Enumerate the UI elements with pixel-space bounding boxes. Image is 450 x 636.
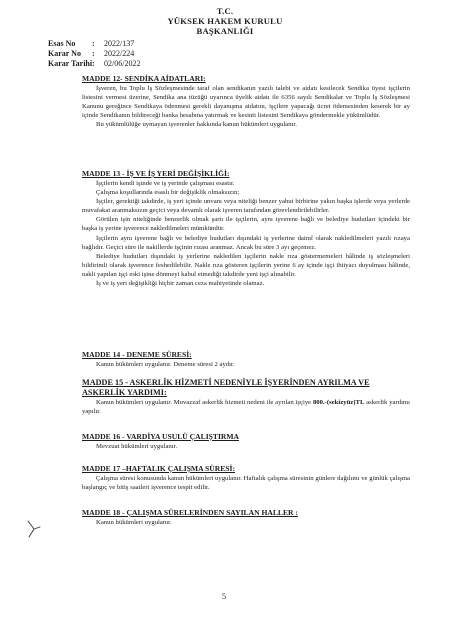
header-tc: T.C. xyxy=(216,6,234,16)
meta-esas-no: Esas No : 2022/137 xyxy=(48,39,135,48)
header-department: BAŞKANLIĞI xyxy=(196,26,254,36)
article-14-paragraph: Kanun hükümleri uygulanır. Deneme süresi 2 aydır. xyxy=(96,361,235,368)
meta-karar-tarihi: Karar Tarihi: 02/06/2022 xyxy=(48,59,141,68)
article-17-paragraph: Çalışma süresi konusunda kanun hükümleri uygulanır. Haftalık çalışma süresinin günlere dağılımı ve günlük çalışma başlangıç ve bitiş saatleri işverence tespit edilir. xyxy=(82,475,410,492)
article-16-title: MADDE 16 - VARDİYA USULÜ ÇALIŞTIRMA xyxy=(82,432,240,441)
article-12-paragraph: Bu yükümlülüğe uymayan işverenler hakkında kanun hükümleri uygulanır. xyxy=(96,121,297,129)
article-13-paragraph: Çalışma koşullarında esaslı bir değişiklik olmaksızın; xyxy=(96,189,240,197)
article-14 xyxy=(82,350,410,369)
military-aid-amount: 800.-(sekizyüz)TL xyxy=(312,399,365,406)
article-18-title: MADDE 18 - ÇALIŞMA SÜRELERİNDEN SAYILAN HALLER : xyxy=(82,508,298,517)
handwritten-mark-icon xyxy=(26,519,42,539)
article-13-paragraph: İşçilerin aynı işverene bağlı ve belediye hudutları dışındaki iş yerlerine daimî olarak nakledilmeleri yazılı rızaya bağlıdır. Geçici süre ile nakillerde işçinin rızası aranmaz. Ancak bu süre 3 ayı geçemez. xyxy=(82,234,410,251)
article-13-paragraph: Belediye hudutları dışındaki iş yerlerine nakledilen işçilerin nakle rıza göstermemeleri hâlinde iş sözleşmeleri bildirimli olarak işverence feshedilebilir. Nakle rıza gösteren işçilerin yerine 6 ay içinde işçi ihtiyacı duyulması hâlinde, nakli yapılan işçi eski işine dönmeyi kabul etmediği takdirde yeni işçi alınabilir. xyxy=(82,252,410,278)
article-16-paragraph: Mevzuat hükümleri uygulanır. xyxy=(96,443,178,450)
article-13-title: MADDE 13 - İŞ VE İŞ YERİ DEĞİŞİKLİĞİ: xyxy=(82,169,230,178)
article-14-title: MADDE 14 - DENEME SÜRESİ: xyxy=(82,350,192,359)
article-17 xyxy=(82,464,410,492)
article-13-paragraph: İşçilerin kendi işinde ve iş yerinde çalışması esastır. xyxy=(96,180,235,187)
article-13-paragraph: Görülen işin niteliğinde benzerlik olmak şartı ile işçilerin, aynı işverene bağlı ve belediye hudutları içindeki bir başka iş yerine işverence nakledilmeleri mümkündür. xyxy=(82,216,410,233)
header-institution: YÜKSEK HAKEM KURULU xyxy=(167,16,283,26)
article-12-paragraph: İşveren, bu Toplu İş Sözleşmesinde taraf olan sendikanın yazılı talebi ve aidatı kesilecek Sendika üyesi işçilerin listesini vermesi üzerine, Sendika ana tüzüğü uyarınca üyelik aidatı ile 6356 sayılı Sendikalar ve Toplu İş Sözleşmesi Kanunu gereğince Sendikaya ödenmesi gerekli dayanışma aidatını, işçilere yapacağı ücret ödemesinden keserek bir ay içinde Sendikanın bildireceği banka hesabına yatırmak ve kesinti listesini Sendikaya göndermekle yükümlüdür. xyxy=(82,85,410,120)
page-number: 5 xyxy=(222,592,226,601)
article-16 xyxy=(82,432,410,451)
article-15-title: MADDE 15 - ASKERLİK HİZMETİ NEDENİYLE İŞYERİNDEN AYRILMA VE ASKERLİK YARDIMI: xyxy=(82,378,370,397)
article-13-paragraph: İş ve iş yeri değişikliği hiçbir zaman ceza mahiyetinde olamaz. xyxy=(96,280,265,288)
article-13 xyxy=(82,169,410,288)
article-17-title: MADDE 17 –HAFTALIK ÇALIŞMA SÜRESİ: xyxy=(82,464,236,473)
article-18 xyxy=(82,508,410,527)
article-13-paragraph: İşçiler, gerektiği takdirde, iş yeri içinde unvanı veya niteliği benzer yahut birbirine yakın başka işlerde veya yerlerde muvafakat aranmaksızın geçici veya devamlı olarak işveren tarafından görevlendirilebilirler. xyxy=(82,198,410,215)
article-15 xyxy=(82,378,410,416)
article-18-paragraph: Kanun hükümleri uygulanır. xyxy=(96,519,172,526)
meta-karar-no: Karar No : 2022/224 xyxy=(48,49,135,58)
article-12-title: MADDE 12- SENDİKA AİDATLARI: xyxy=(82,74,206,83)
article-15-paragraph: Kanun hükümleri uygulanır. Muvazzaf askerlik hizmeti nedeni ile ayrılan işçiye 800.-(sekizyüz)TL askerlik yardımı yapılır. xyxy=(82,399,410,416)
article-12 xyxy=(82,74,410,129)
